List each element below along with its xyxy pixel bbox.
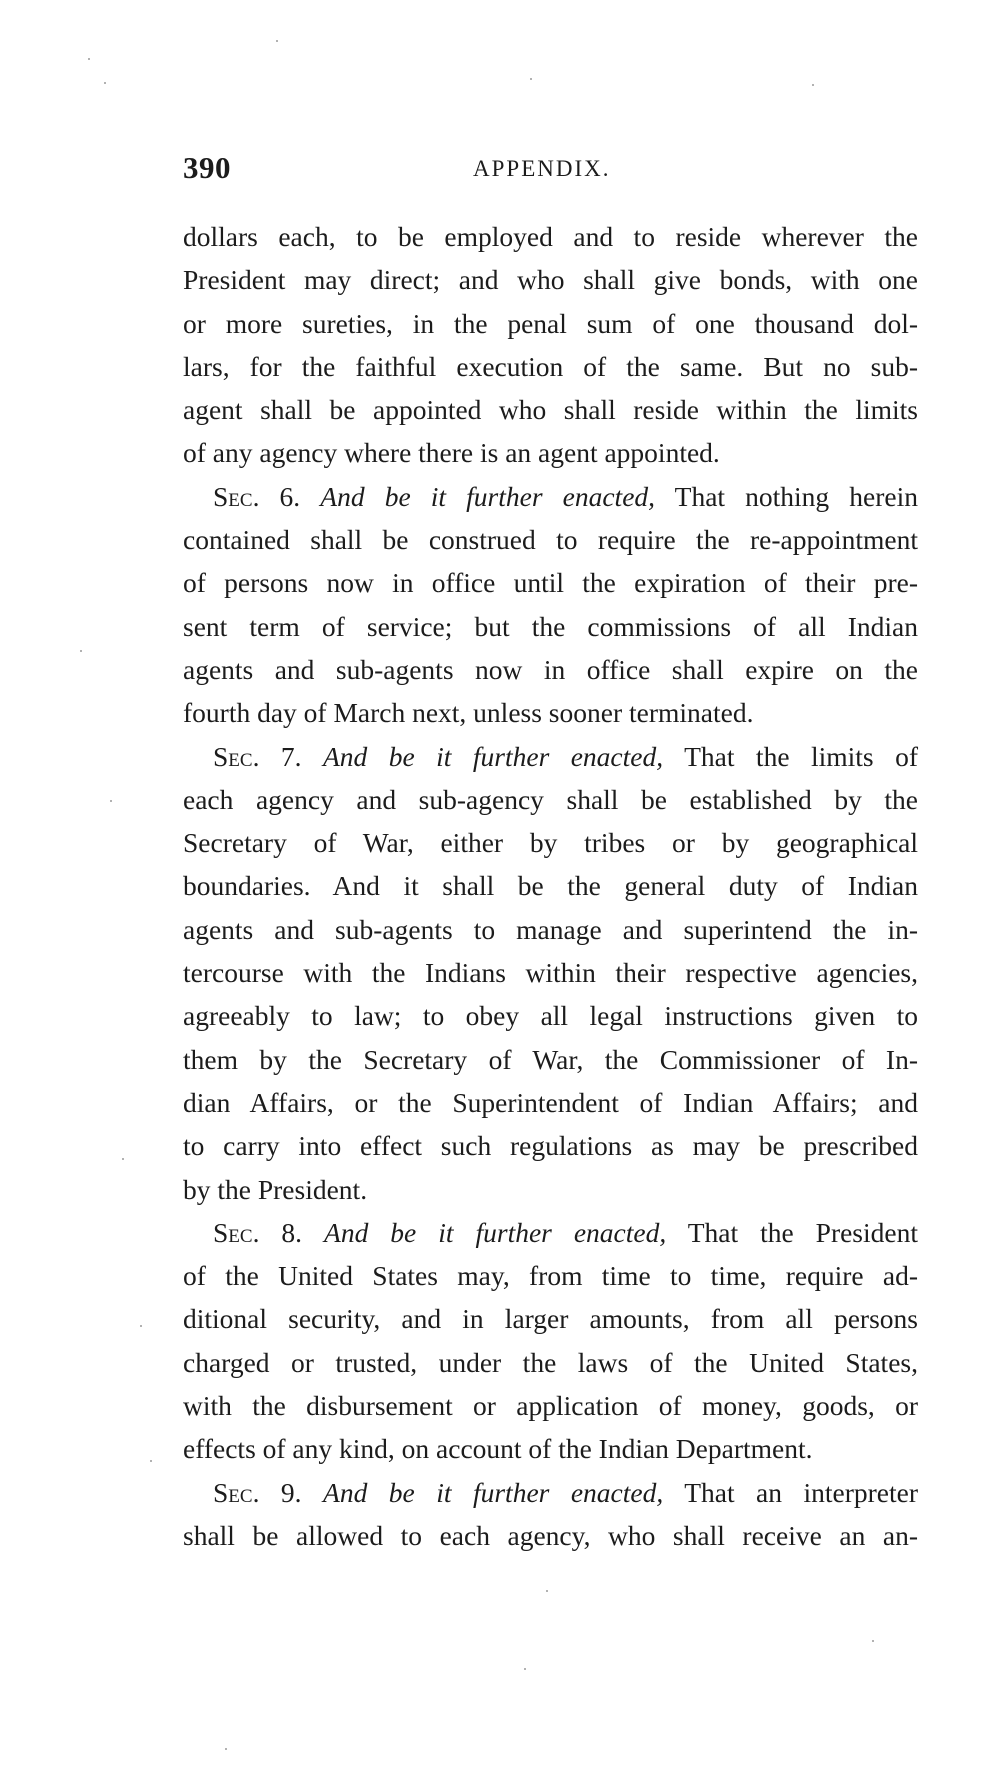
scan-speck (225, 1748, 227, 1750)
page-header (183, 150, 918, 190)
text-line: lars, for the faithful execution of the same. But no sub- (183, 350, 918, 382)
text-line: each agency and sub-agency shall be established by the (183, 783, 918, 815)
text-fragment: That the limits of (684, 740, 918, 772)
text-line: boundaries. And it shall be the general duty of Indian (183, 870, 918, 902)
text-line: effects of any kind, on account of the Indian Department. (183, 1433, 813, 1465)
scan-speck (276, 40, 278, 42)
section-label: Sec. 6. (213, 480, 301, 512)
text-line: shall be allowed to each agency, who shall receive an an- (183, 1519, 918, 1551)
text-line: ditional security, and in larger amounts, from all persons (183, 1303, 918, 1335)
text-line: President may direct; and who shall give bonds, with one (183, 264, 918, 296)
text-line: or more sureties, in the penal sum of one thousand dol- (183, 307, 918, 339)
scan-speck (140, 1325, 142, 1327)
enactment-phrase: And be it further enacted, (320, 480, 656, 512)
text-fragment: That an interpreter (684, 1476, 918, 1508)
text-line: tercourse with the Indians within their respective agencies, (183, 957, 918, 989)
scan-speck (80, 650, 82, 652)
enactment-phrase: And be it further enacted, (323, 1476, 664, 1508)
text-line: agents and sub-agents to manage and superintend the in- (183, 913, 918, 945)
scan-speck (812, 84, 814, 86)
scan-speck (524, 1668, 526, 1670)
scan-speck (150, 1460, 152, 1462)
text-line: dollars each, to be employed and to reside wherever the (183, 221, 918, 252)
text-line: to carry into effect such regulations as may be prescribed (183, 1130, 918, 1162)
section-label: Sec. 7. (213, 740, 302, 772)
text-line: sent term of service; but the commissions of all Indian (183, 610, 918, 642)
text-line: charged or trusted, under the laws of the United States, (183, 1346, 918, 1378)
text-line: of any agency where there is an agent appointed. (183, 437, 720, 469)
text-line: of persons now in office until the expiration of their pre- (183, 567, 918, 599)
text-line: contained shall be construed to require the re-appointment (183, 524, 918, 556)
text-line: dian Affairs, or the Superintendent of Indian Affairs; and (183, 1086, 918, 1118)
scan-speck (872, 1640, 874, 1642)
text-line: of the United States may, from time to time, require ad- (183, 1260, 918, 1292)
section-heading-line (183, 735, 918, 778)
scan-speck (546, 1590, 548, 1592)
enactment-phrase: And be it further enacted, (324, 1216, 667, 1248)
section-label: Sec. 9. (213, 1476, 302, 1508)
text-fragment: That the President (687, 1216, 918, 1248)
scan-speck (122, 1158, 124, 1160)
scan-speck (110, 800, 112, 802)
text-line: agent shall be appointed who shall reside within the limits (183, 394, 918, 426)
text-line: them by the Secretary of War, the Commissioner of In- (183, 1043, 918, 1075)
text-line: agreeably to law; to obey all legal instructions given to (183, 1000, 918, 1032)
body-text (183, 215, 918, 1557)
text-fragment: That nothing herein (674, 480, 918, 512)
page-number: 390 (183, 150, 231, 185)
scan-speck (104, 82, 106, 84)
running-head: APPENDIX. (473, 156, 611, 181)
section-heading-line (183, 1471, 918, 1514)
section-heading-line (183, 1211, 918, 1254)
scan-speck (88, 58, 90, 60)
text-line: by the President. (183, 1173, 368, 1205)
text-line: agents and sub-agents now in office shall expire on the (183, 653, 918, 685)
text-line: with the disbursement or application of money, goods, or (183, 1390, 918, 1422)
text-line: fourth day of March next, unless sooner terminated. (183, 697, 754, 729)
section-label: Sec. 8. (213, 1216, 303, 1248)
text-line: Secretary of War, either by tribes or by geographical (183, 827, 918, 859)
enactment-phrase: And be it further enacted, (322, 740, 664, 772)
scan-speck (530, 78, 532, 80)
section-heading-line (183, 475, 918, 518)
